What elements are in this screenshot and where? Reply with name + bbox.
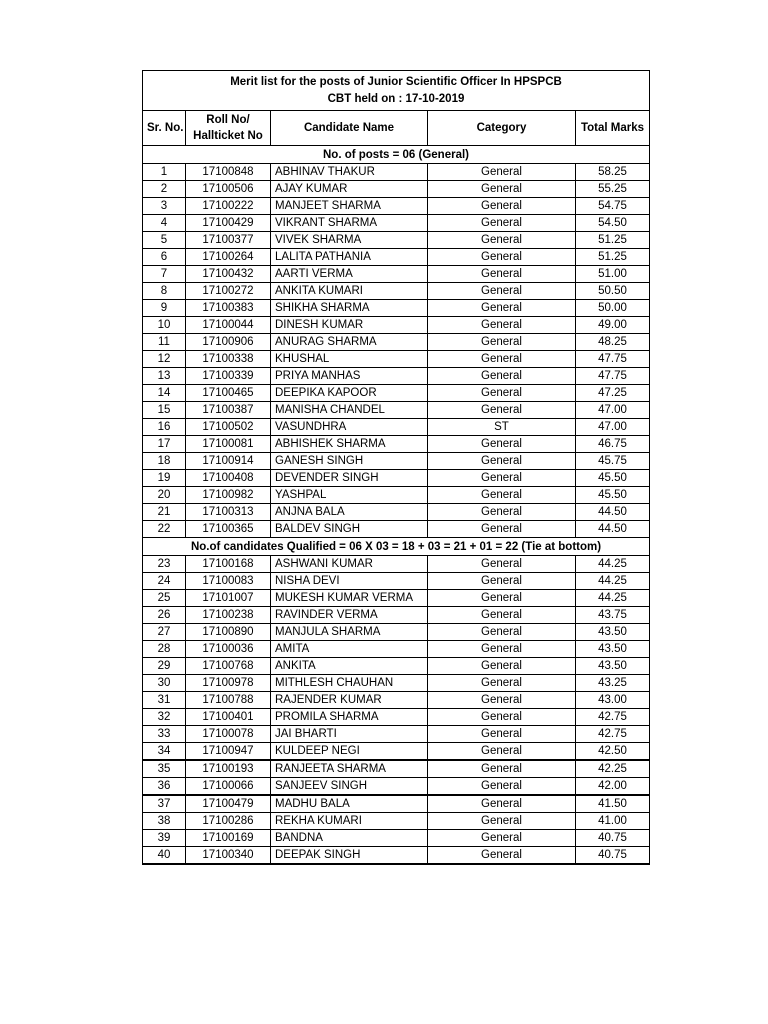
category-cell: General xyxy=(428,590,576,607)
roll-no-cell: 17100169 xyxy=(186,830,271,847)
category-cell: General xyxy=(428,181,576,198)
roll-no-cell: 17100429 xyxy=(186,215,271,232)
total-marks-cell: 47.00 xyxy=(576,402,650,419)
roll-no-cell: 17100313 xyxy=(186,504,271,521)
total-marks-cell: 48.25 xyxy=(576,334,650,351)
roll-no-cell: 17100078 xyxy=(186,726,271,743)
candidate-name-cell: DINESH KUMAR xyxy=(271,317,428,334)
roll-no-cell: 17100978 xyxy=(186,675,271,692)
candidate-name-cell: DEEPIKA KAPOOR xyxy=(271,385,428,402)
section-posts-label: No. of posts = 06 (General) xyxy=(143,146,650,164)
table-row xyxy=(143,368,650,385)
table-row xyxy=(143,487,650,504)
candidate-name-cell: MANJULA SHARMA xyxy=(271,624,428,641)
table-row xyxy=(143,266,650,283)
category-cell: General xyxy=(428,641,576,658)
total-marks-cell: 43.50 xyxy=(576,641,650,658)
category-cell: General xyxy=(428,847,576,865)
candidate-name-cell: ASHWANI KUMAR xyxy=(271,556,428,573)
document-title xyxy=(143,71,650,111)
table-row xyxy=(143,675,650,692)
total-marks-cell: 43.00 xyxy=(576,692,650,709)
candidate-name-cell: MUKESH KUMAR VERMA xyxy=(271,590,428,607)
category-cell: General xyxy=(428,283,576,300)
header-sr-no: Sr. No. xyxy=(143,111,186,146)
category-cell: General xyxy=(428,778,576,796)
roll-no-cell: 17100066 xyxy=(186,778,271,796)
candidate-name-cell: AMITA xyxy=(271,641,428,658)
total-marks-cell: 43.50 xyxy=(576,658,650,675)
sr-no-cell: 13 xyxy=(143,368,186,385)
total-marks-cell: 45.50 xyxy=(576,487,650,504)
table-row xyxy=(143,300,650,317)
total-marks-cell: 47.25 xyxy=(576,385,650,402)
title-row xyxy=(143,71,650,111)
category-cell: General xyxy=(428,726,576,743)
category-cell: General xyxy=(428,504,576,521)
category-cell: General xyxy=(428,607,576,624)
total-marks-cell: 43.75 xyxy=(576,607,650,624)
candidate-name-cell: ANURAG SHARMA xyxy=(271,334,428,351)
table-row xyxy=(143,181,650,198)
category-cell: General xyxy=(428,658,576,675)
table-row xyxy=(143,521,650,538)
total-marks-cell: 44.25 xyxy=(576,573,650,590)
sr-no-cell: 30 xyxy=(143,675,186,692)
category-cell: General xyxy=(428,692,576,709)
candidate-name-cell: PRIYA MANHAS xyxy=(271,368,428,385)
sr-no-cell: 11 xyxy=(143,334,186,351)
header-row xyxy=(143,111,650,146)
category-cell: General xyxy=(428,521,576,538)
sr-no-cell: 12 xyxy=(143,351,186,368)
total-marks-cell: 51.25 xyxy=(576,232,650,249)
sr-no-cell: 3 xyxy=(143,198,186,215)
total-marks-cell: 54.50 xyxy=(576,215,650,232)
roll-no-cell: 17100914 xyxy=(186,453,271,470)
total-marks-cell: 40.75 xyxy=(576,847,650,865)
sr-no-cell: 39 xyxy=(143,830,186,847)
total-marks-cell: 51.25 xyxy=(576,249,650,266)
roll-no-cell: 17100906 xyxy=(186,334,271,351)
table-row xyxy=(143,641,650,658)
sr-no-cell: 5 xyxy=(143,232,186,249)
total-marks-cell: 42.75 xyxy=(576,726,650,743)
section-qualified-row xyxy=(143,538,650,556)
category-cell: General xyxy=(428,624,576,641)
table-row xyxy=(143,283,650,300)
sr-no-cell: 19 xyxy=(143,470,186,487)
table-row xyxy=(143,709,650,726)
category-cell: General xyxy=(428,573,576,590)
total-marks-cell: 47.75 xyxy=(576,368,650,385)
sr-no-cell: 15 xyxy=(143,402,186,419)
category-cell: General xyxy=(428,198,576,215)
sr-no-cell: 38 xyxy=(143,813,186,830)
total-marks-cell: 40.75 xyxy=(576,830,650,847)
total-marks-cell: 58.25 xyxy=(576,164,650,181)
roll-no-cell: 17100238 xyxy=(186,607,271,624)
candidate-name-cell: DEVENDER SINGH xyxy=(271,470,428,487)
category-cell: General xyxy=(428,232,576,249)
total-marks-cell: 55.25 xyxy=(576,181,650,198)
merit-list-table xyxy=(142,70,650,865)
sr-no-cell: 33 xyxy=(143,726,186,743)
total-marks-cell: 47.75 xyxy=(576,351,650,368)
total-marks-cell: 44.25 xyxy=(576,590,650,607)
table-row xyxy=(143,198,650,215)
candidate-name-cell: ABHISHEK SHARMA xyxy=(271,436,428,453)
roll-no-cell: 17100848 xyxy=(186,164,271,181)
roll-no-cell: 17100479 xyxy=(186,795,271,813)
table-row xyxy=(143,556,650,573)
candidate-name-cell: ANJNA BALA xyxy=(271,504,428,521)
total-marks-cell: 42.00 xyxy=(576,778,650,796)
candidate-name-cell: NISHA DEVI xyxy=(271,573,428,590)
category-cell: General xyxy=(428,743,576,761)
sr-no-cell: 37 xyxy=(143,795,186,813)
category-cell: General xyxy=(428,249,576,266)
candidate-name-cell: MITHLESH CHAUHAN xyxy=(271,675,428,692)
sr-no-cell: 8 xyxy=(143,283,186,300)
sr-no-cell: 16 xyxy=(143,419,186,436)
section-posts-row xyxy=(143,146,650,164)
candidate-name-cell: PROMILA SHARMA xyxy=(271,709,428,726)
roll-no-cell: 17101007 xyxy=(186,590,271,607)
total-marks-cell: 43.25 xyxy=(576,675,650,692)
candidate-name-cell: SHIKHA SHARMA xyxy=(271,300,428,317)
header-category: Category xyxy=(428,111,576,146)
category-cell: General xyxy=(428,436,576,453)
table-row xyxy=(143,334,650,351)
candidate-name-cell: RAVINDER VERMA xyxy=(271,607,428,624)
table-row xyxy=(143,470,650,487)
sr-no-cell: 2 xyxy=(143,181,186,198)
candidate-name-cell: AARTI VERMA xyxy=(271,266,428,283)
candidate-name-cell: LALITA PATHANIA xyxy=(271,249,428,266)
roll-no-cell: 17100081 xyxy=(186,436,271,453)
table-row xyxy=(143,215,650,232)
total-marks-cell: 42.50 xyxy=(576,743,650,761)
total-marks-cell: 49.00 xyxy=(576,317,650,334)
category-cell: ST xyxy=(428,419,576,436)
table-row xyxy=(143,778,650,796)
category-cell: General xyxy=(428,164,576,181)
roll-no-cell: 17100340 xyxy=(186,847,271,865)
total-marks-cell: 47.00 xyxy=(576,419,650,436)
sr-no-cell: 28 xyxy=(143,641,186,658)
sr-no-cell: 32 xyxy=(143,709,186,726)
roll-no-cell: 17100788 xyxy=(186,692,271,709)
sr-no-cell: 17 xyxy=(143,436,186,453)
sr-no-cell: 14 xyxy=(143,385,186,402)
roll-no-cell: 17100432 xyxy=(186,266,271,283)
roll-no-cell: 17100193 xyxy=(186,760,271,778)
roll-no-cell: 17100338 xyxy=(186,351,271,368)
category-cell: General xyxy=(428,675,576,692)
sr-no-cell: 25 xyxy=(143,590,186,607)
total-marks-cell: 44.25 xyxy=(576,556,650,573)
table-row xyxy=(143,795,650,813)
table-row xyxy=(143,607,650,624)
candidate-name-cell: GANESH SINGH xyxy=(271,453,428,470)
total-marks-cell: 41.00 xyxy=(576,813,650,830)
sr-no-cell: 23 xyxy=(143,556,186,573)
roll-no-cell: 17100982 xyxy=(186,487,271,504)
total-marks-cell: 50.00 xyxy=(576,300,650,317)
roll-no-cell: 17100044 xyxy=(186,317,271,334)
category-cell: General xyxy=(428,317,576,334)
category-cell: General xyxy=(428,760,576,778)
total-marks-cell: 46.75 xyxy=(576,436,650,453)
title-line-1: Merit list for the posts of Junior Scientific Officer In HPSPCB xyxy=(230,75,562,88)
sr-no-cell: 20 xyxy=(143,487,186,504)
sr-no-cell: 7 xyxy=(143,266,186,283)
sr-no-cell: 36 xyxy=(143,778,186,796)
roll-no-cell: 17100890 xyxy=(186,624,271,641)
roll-no-cell: 17100506 xyxy=(186,181,271,198)
roll-no-cell: 17100222 xyxy=(186,198,271,215)
total-marks-cell: 44.50 xyxy=(576,504,650,521)
sr-no-cell: 40 xyxy=(143,847,186,865)
category-cell: General xyxy=(428,709,576,726)
sr-no-cell: 21 xyxy=(143,504,186,521)
total-marks-cell: 44.50 xyxy=(576,521,650,538)
candidate-name-cell: REKHA KUMARI xyxy=(271,813,428,830)
candidate-name-cell: VIKRANT SHARMA xyxy=(271,215,428,232)
category-cell: General xyxy=(428,266,576,283)
sr-no-cell: 22 xyxy=(143,521,186,538)
category-cell: General xyxy=(428,215,576,232)
sr-no-cell: 4 xyxy=(143,215,186,232)
total-marks-cell: 43.50 xyxy=(576,624,650,641)
table-row xyxy=(143,830,650,847)
total-marks-cell: 42.75 xyxy=(576,709,650,726)
category-cell: General xyxy=(428,351,576,368)
roll-no-cell: 17100365 xyxy=(186,521,271,538)
roll-no-cell: 17100947 xyxy=(186,743,271,761)
category-cell: General xyxy=(428,385,576,402)
table-row xyxy=(143,726,650,743)
sr-no-cell: 18 xyxy=(143,453,186,470)
table-row xyxy=(143,385,650,402)
table-row xyxy=(143,573,650,590)
sr-no-cell: 31 xyxy=(143,692,186,709)
table-row xyxy=(143,847,650,865)
roll-no-cell: 17100387 xyxy=(186,402,271,419)
roll-no-cell: 17100768 xyxy=(186,658,271,675)
table-row xyxy=(143,436,650,453)
roll-no-cell: 17100036 xyxy=(186,641,271,658)
roll-no-cell: 17100377 xyxy=(186,232,271,249)
table-row xyxy=(143,249,650,266)
category-cell: General xyxy=(428,402,576,419)
candidate-name-cell: RANJEETA SHARMA xyxy=(271,760,428,778)
total-marks-cell: 42.25 xyxy=(576,760,650,778)
candidate-name-cell: BALDEV SINGH xyxy=(271,521,428,538)
candidate-name-cell: SANJEEV SINGH xyxy=(271,778,428,796)
category-cell: General xyxy=(428,368,576,385)
roll-no-cell: 17100264 xyxy=(186,249,271,266)
category-cell: General xyxy=(428,830,576,847)
category-cell: General xyxy=(428,334,576,351)
total-marks-cell: 45.75 xyxy=(576,453,650,470)
header-roll-line-1: Roll No/ xyxy=(206,114,250,126)
section-qualified-label: No.of candidates Qualified = 06 X 03 = 18 + 03 = 21 + 01 = 22 (Tie at bottom) xyxy=(143,538,650,556)
candidate-name-cell: MANISHA CHANDEL xyxy=(271,402,428,419)
sr-no-cell: 34 xyxy=(143,743,186,761)
candidate-name-cell: KULDEEP NEGI xyxy=(271,743,428,761)
candidate-name-cell: DEEPAK SINGH xyxy=(271,847,428,865)
sr-no-cell: 26 xyxy=(143,607,186,624)
candidate-name-cell: VASUNDHRA xyxy=(271,419,428,436)
sr-no-cell: 10 xyxy=(143,317,186,334)
category-cell: General xyxy=(428,300,576,317)
table-row xyxy=(143,813,650,830)
table-row xyxy=(143,743,650,761)
roll-no-cell: 17100083 xyxy=(186,573,271,590)
category-cell: General xyxy=(428,795,576,813)
title-line-2: CBT held on : 17-10-2019 xyxy=(327,92,465,105)
candidate-name-cell: JAI BHARTI xyxy=(271,726,428,743)
candidate-name-cell: VIVEK SHARMA xyxy=(271,232,428,249)
roll-no-cell: 17100465 xyxy=(186,385,271,402)
sr-no-cell: 29 xyxy=(143,658,186,675)
candidate-name-cell: ANKITA xyxy=(271,658,428,675)
table-row xyxy=(143,351,650,368)
sr-no-cell: 24 xyxy=(143,573,186,590)
candidate-name-cell: ANKITA KUMARI xyxy=(271,283,428,300)
total-marks-cell: 51.00 xyxy=(576,266,650,283)
category-cell: General xyxy=(428,453,576,470)
table-row xyxy=(143,658,650,675)
candidate-name-cell: MANJEET SHARMA xyxy=(271,198,428,215)
candidate-name-cell: ABHINAV THAKUR xyxy=(271,164,428,181)
total-marks-cell: 50.50 xyxy=(576,283,650,300)
category-cell: General xyxy=(428,470,576,487)
roll-no-cell: 17100272 xyxy=(186,283,271,300)
table-row xyxy=(143,419,650,436)
roll-no-cell: 17100339 xyxy=(186,368,271,385)
table-row xyxy=(143,504,650,521)
total-marks-cell: 54.75 xyxy=(576,198,650,215)
candidate-name-cell: BANDNA xyxy=(271,830,428,847)
header-roll-line-2: Hallticket No xyxy=(193,130,263,142)
header-roll-no xyxy=(186,111,271,146)
sr-no-cell: 6 xyxy=(143,249,186,266)
sr-no-cell: 27 xyxy=(143,624,186,641)
total-marks-cell: 41.50 xyxy=(576,795,650,813)
table-row xyxy=(143,590,650,607)
roll-no-cell: 17100168 xyxy=(186,556,271,573)
table-row xyxy=(143,164,650,181)
table-row xyxy=(143,402,650,419)
table-row xyxy=(143,232,650,249)
sr-no-cell: 35 xyxy=(143,760,186,778)
total-marks-cell: 45.50 xyxy=(576,470,650,487)
sr-no-cell: 1 xyxy=(143,164,186,181)
sr-no-cell: 9 xyxy=(143,300,186,317)
table-row xyxy=(143,760,650,778)
roll-no-cell: 17100383 xyxy=(186,300,271,317)
roll-no-cell: 17100408 xyxy=(186,470,271,487)
category-cell: General xyxy=(428,813,576,830)
table-row xyxy=(143,692,650,709)
roll-no-cell: 17100502 xyxy=(186,419,271,436)
candidate-name-cell: YASHPAL xyxy=(271,487,428,504)
roll-no-cell: 17100286 xyxy=(186,813,271,830)
table-row xyxy=(143,317,650,334)
candidate-name-cell: AJAY KUMAR xyxy=(271,181,428,198)
header-total-marks: Total Marks xyxy=(576,111,650,146)
header-candidate-name: Candidate Name xyxy=(271,111,428,146)
roll-no-cell: 17100401 xyxy=(186,709,271,726)
category-cell: General xyxy=(428,556,576,573)
candidate-name-cell: RAJENDER KUMAR xyxy=(271,692,428,709)
candidate-name-cell: KHUSHAL xyxy=(271,351,428,368)
table-row xyxy=(143,624,650,641)
table-row xyxy=(143,453,650,470)
category-cell: General xyxy=(428,487,576,504)
candidate-name-cell: MADHU BALA xyxy=(271,795,428,813)
